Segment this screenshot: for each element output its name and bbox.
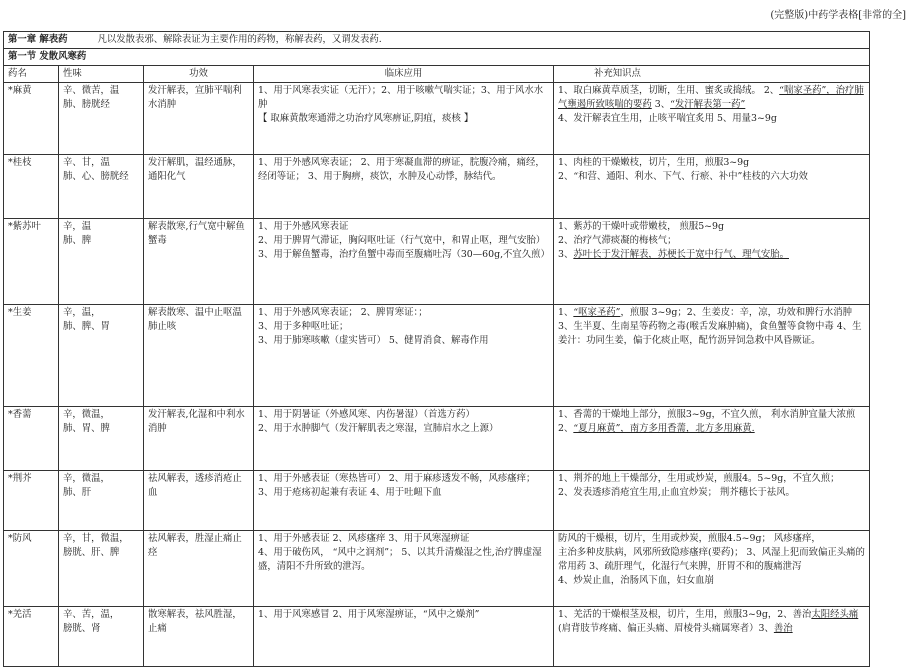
herb-taste: 辛，微温， 肺、肝 [59, 471, 144, 531]
herb-effect: 发汗解表，宣肺平喘利水消肿 [144, 83, 254, 155]
herb-notes [554, 83, 870, 155]
page-header: (完整版)中药学表格[非常的全] [770, 10, 906, 21]
herb-notes [554, 305, 870, 407]
herb-clinical: 1、用于风寒感冒 2、用于风寒湿痹证，“风中之燥剂” [254, 607, 554, 667]
herb-effect: 祛风解表，透疹消疮止血 [144, 471, 254, 531]
note-text: 4、发汗解表宜生用，止咳平喘宜炙用 5、用量3~9g [558, 113, 777, 124]
herb-effect: 发汗解肌，温经通脉，通阳化气 [144, 155, 254, 219]
herb-notes [554, 155, 870, 219]
herb-taste: 辛、苦，温， 膀胱、肾 [59, 607, 144, 667]
note-emphasis: “发汗解表第一药” [670, 99, 746, 110]
herb-taste: 辛，温 肺、脾 [59, 219, 144, 305]
herb-row [4, 305, 870, 407]
herb-clinical: 1、用于外感风寒表证； 2、脾胃寒证：； 3、用于多种呕吐证； 3、用于肺寒咳嗽（虚实皆可） 5、健胃消食、解毒作用 [254, 305, 554, 407]
herb-row [4, 407, 870, 471]
note-emphasis: 善治 [773, 623, 793, 634]
herb-notes [554, 531, 870, 607]
herb-notes [554, 607, 870, 667]
note-emphasis: 苏叶长于发汗解表，苏梗长于宽中行气、理气安胎。 [573, 249, 789, 260]
herb-name: *麻黄 [4, 83, 59, 155]
note-text: 1、荆芥的地上干燥部分，生用或炒炭，煎服4。5~9g，不宜久煎； 2、发表透疹消疮宜生用,止血宜炒炭； 荆芥穗长于祛风。 [558, 473, 840, 498]
note-emphasis: “夏月麻黄”，南方多用香薷，北方多用麻黄. [573, 423, 755, 434]
herb-row [4, 471, 870, 531]
herb-table [3, 31, 870, 667]
section-title: 第一节 发散风寒药 [4, 49, 870, 66]
chapter-row [4, 32, 870, 49]
herb-notes [554, 407, 870, 471]
herb-clinical: 1、用于阴暑证（外感风寒、内伤暑湿）（首选方药） 2、用于水肿脚气（发汗解肌表之寒湿，宣肺启水之上源） [254, 407, 554, 471]
herb-row [4, 607, 870, 667]
note-text: 防风的干燥根，切片，生用或炒炭，煎服4.5~9g； 风疹瘙痒， 主治多种皮肤病，风邪所致隐疹瘙痒(要药)； 3、风湿上犯而致偏正头痛的常用药 3、疏肝理气，化湿行气来脾，肝胃不和的腹痛泄泻 4、炒炭止血，治肠风下血，妇女血崩 [558, 533, 865, 586]
herb-taste: 辛，温， 肺、脾、胃 [59, 305, 144, 407]
herb-effect: 散寒解表，祛风胜湿，止痛 [144, 607, 254, 667]
herb-name: *荆芥 [4, 471, 59, 531]
herb-row [4, 155, 870, 219]
note-emphasis: “喘家圣药”，治疗肺气壅遏所致咳喘的要药 [558, 85, 864, 110]
herb-taste: 辛，微温， 肺、胃、脾 [59, 407, 144, 471]
note-text: 1、肉桂的干燥嫩枝，切片，生用，煎服3~9g 2、“和营、通阳、利水、下气、行瘀、补中”桂枝的六大功效 [558, 157, 808, 182]
note-text: 3、 [651, 99, 671, 110]
herb-row [4, 531, 870, 607]
note-emphasis: “呕家圣药” [573, 307, 621, 318]
note-text: 1、 [558, 307, 574, 318]
herb-name: *桂枝 [4, 155, 59, 219]
note-text: 1、羌活的干燥根茎及根，切片，生用，煎服3~9g，2、善治 [558, 609, 812, 620]
herb-taste: 辛、微苦，温 肺、膀胱经 [59, 83, 144, 155]
herb-name: *羌活 [4, 607, 59, 667]
col-header-clinical: 临床应用 [254, 66, 554, 83]
herb-effect: 发汗解表,化湿和中利水消肿 [144, 407, 254, 471]
herb-row [4, 219, 870, 305]
col-header-notes: 补充知识点 [554, 66, 870, 83]
herb-notes [554, 471, 870, 531]
herb-notes [554, 219, 870, 305]
herb-name: *生姜 [4, 305, 59, 407]
herb-clinical: 1、用于外感表证 2、风疹瘙痒 3、用于风寒湿痹证 4、用于破伤风， “风中之润剂”； 5、以其升清燥湿之性,治疗脾虚湿盛，清阳不升所致的泄泻。 [254, 531, 554, 607]
herb-name: *香薷 [4, 407, 59, 471]
col-header-taste: 性味 [59, 66, 144, 83]
section-row [4, 49, 870, 66]
column-header-row [4, 66, 870, 83]
herb-effect: 祛风解表，胜湿止痛止痉 [144, 531, 254, 607]
herb-effect: 解表散寒,行气宽中解鱼蟹毒 [144, 219, 254, 305]
herb-clinical: 1、用于外感风寒表证 2、用于脾胃气滞证，胸闷呕吐证（行气宽中，和胃止呕，理气安胎） 3、用于解鱼蟹毒，治疗鱼蟹中毒而至腹痛吐泻（30—60g,不宜久煎） [254, 219, 554, 305]
col-header-name: 药名 [4, 66, 59, 83]
herb-name: *防风 [4, 531, 59, 607]
herb-clinical: 1、用于外感表证（寒热皆可） 2、用于麻疹透发不畅，风疹瘙痒； 3、用于疮疡初起兼有表证 4、用于吐衄下血 [254, 471, 554, 531]
chapter-description: 凡以发散表邪、解除表证为主要作用的药物，称解表药，又谓发表药. [97, 34, 382, 45]
herb-taste: 辛、甘，温 肺、心、膀胱经 [59, 155, 144, 219]
note-text: 1、取白麻黄草质茎，切断，生用、蜜炙或捣绒。 2、 [558, 85, 780, 96]
herb-taste: 辛，甘，微温， 膀胱、肝、脾 [59, 531, 144, 607]
col-header-effect: 功效 [144, 66, 254, 83]
note-text: ，煎服 3~9g；2、生姜皮：辛，凉，功效和脾行水消肿 3、生半夏、生南星等药物之毒(喉舌发麻肿痛)，食鱼蟹等食物中毒 4、生姜汁：功同生姜，偏于化痰止呕，配竹沥异饲急救中风昏厥证。 [558, 307, 862, 346]
note-text: (肩背肢节疼痛、偏正头痛、眉棱骨头痛属寒者）3、 [558, 623, 774, 634]
herb-row [4, 83, 870, 155]
herb-effect: 解表散寒、温中止呕温肺止咳 [144, 305, 254, 407]
note-text: 1、香薷的干燥地上部分，煎服3~9g，不宜久煎， 利水消肿宜量大浓煎 2、 [558, 409, 856, 434]
herb-name: *紫苏叶 [4, 219, 59, 305]
herb-clinical: 1、用于风寒表实证（无汗）；2、用于咳嗽气喘实证；3、用于风水水肿 【 取麻黄散寒通滞之功治疗风寒痹证,阴疽，痰核 】 [254, 83, 554, 155]
herb-clinical: 1、用于外感风寒表证； 2、用于寒凝血滞的痹证，脘腹冷痛，痛经，经闭等证； 3、用于胸痹，痰饮，水肿及心动悸，脉结代。 [254, 155, 554, 219]
note-emphasis: 太阳经头痛 [811, 609, 859, 620]
chapter-title: 第一章 解表药 [8, 34, 68, 45]
note-text: 1、紫苏的干燥叶或带嫩枝， 煎服5~9g 2、治疗气滞痰凝的梅核气； 3、 [558, 221, 724, 260]
